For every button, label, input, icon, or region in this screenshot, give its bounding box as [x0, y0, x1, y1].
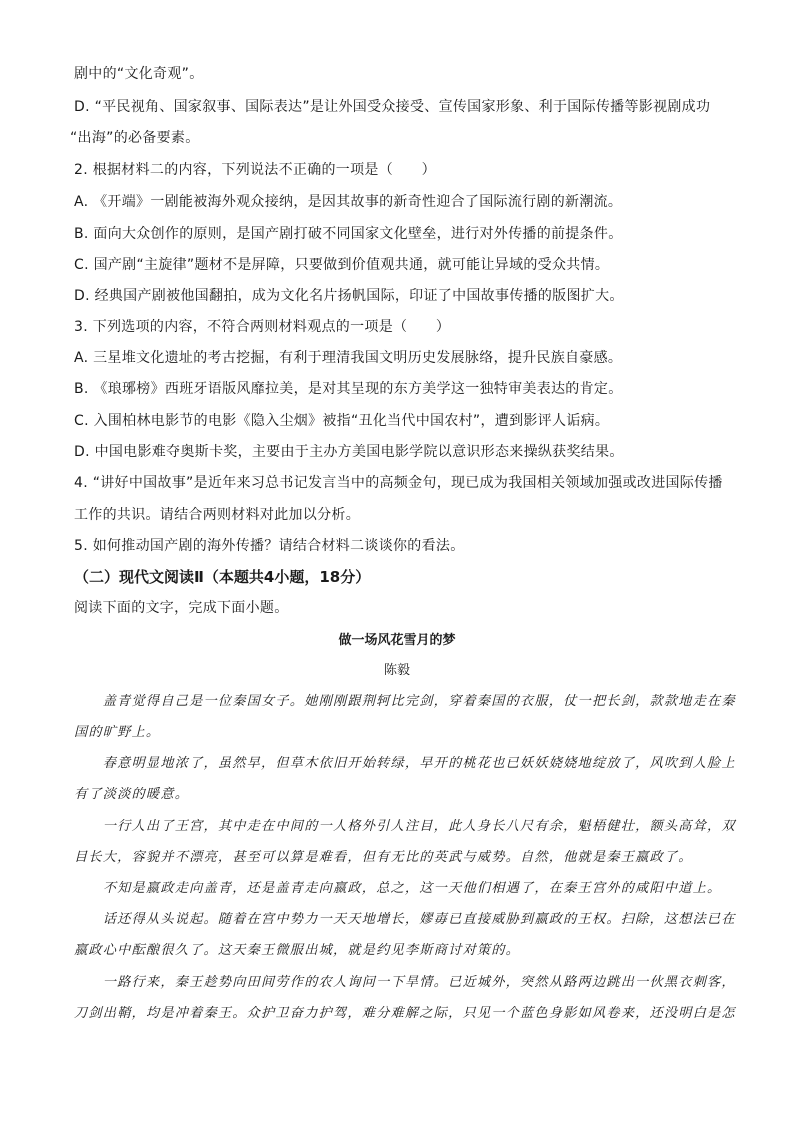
text-line: “出海”的必备要素。	[70, 130, 200, 146]
question-3: 3. 下列选项的内容，不符合两则材料观点的一项是（ ）	[74, 319, 451, 335]
story-line: 一路行来，秦王趁势向田间劳作的农人询问一下旱情。已近城外，突然从路两边跳出一伙黑衣刺客，	[74, 975, 736, 990]
story-line: 刀剑出鞘，均是冲着秦王。众护卫奋力护驾，难分难解之际，只见一个蓝色身影如风卷来，还没明白是怎	[74, 1006, 736, 1021]
question-2: 2. 根据材料二的内容，下列说法不正确的一项是（ ）	[74, 162, 436, 178]
story-line: 有了淡淡的暖意。	[74, 787, 190, 802]
option-c-q2: C. 国产剧“主旋律”题材不是屏障，只要做到价值观共通，就可能让异域的受众共情。	[74, 257, 610, 273]
text-line: 剧中的“文化奇观”。	[74, 66, 204, 82]
story-title: 做一场风花雪月的梦	[338, 633, 456, 648]
option-b-q3: B. 《琅琊榜》西班牙语版风靡拉美，是对其呈现的东方美学这一独特审美表达的肯定。	[74, 381, 623, 397]
story-line: 春意明显地浓了，虽然早，但草木依旧开始转绿，早开的桃花也已妖妖娆娆地绽放了，风吹到人脸上	[74, 756, 736, 771]
instruction: 阅读下面的文字，完成下面小题。	[74, 600, 289, 616]
option-d-q2: D. 经典国产剧被他国翻拍，成为文化名片扬帆国际，印证了中国故事传播的版图扩大。	[74, 288, 624, 304]
option-b-q2: B. 面向大众创作的原则，是国产剧打破不同国家文化壁垒，进行对外传播的前提条件。	[74, 226, 623, 242]
story-line: 国的旷野上。	[74, 725, 161, 740]
option-d-q3: D. 中国电影难夺奥斯卡奖，主要由于主办方美国电影学院以意识形态来操纵获奖结果。	[74, 444, 624, 460]
story-line: 话还得从头说起。随着在宫中势力一天天地增长，嫪毐已直接威胁到嬴政的王权。扫除，这想法已在	[74, 912, 736, 927]
story-line: 盖青觉得自己是一位秦国女子。她刚刚跟荆轲比完剑，穿着秦国的衣服，仗一把长剑，款款地走在秦	[74, 694, 736, 709]
option-a-q2: A. 《开端》一剧能被海外观众接纳，是因其故事的新奇性迎合了国际流行剧的新潮流。	[74, 194, 623, 210]
section-heading: （二）现代文阅读Ⅱ（本题共4小题，18分）	[74, 568, 371, 586]
text-line: 工作的共识。请结合两则材料对此加以分析。	[74, 507, 360, 523]
story-line: 嬴政心中酝酿很久了。这天秦王微服出城，就是约见李斯商讨对策的。	[74, 943, 521, 958]
question-5: 5. 如何推动国产剧的海外传播？请结合材料二谈谈你的看法。	[74, 538, 465, 554]
story-line: 目长大，容貌并不漂亮，甚至可以算是难看，但有无比的英武与威势。自然，他就是秦王嬴政了。	[74, 850, 693, 865]
option-a-q3: A. 三星堆文化遗址的考古挖掘，有利于理清我国文明历史发展脉络，提升民族自豪感。	[74, 350, 623, 366]
story-line: 不知是嬴政走向盖青，还是盖青走向嬴政，总之，这一天他们相遇了，在秦王宫外的咸阳中道上。	[74, 881, 722, 896]
option-d-q1: D. “平民视角、国家叙事、国际表达”是让外国受众接受、宣传国家形象、利于国际传播等影视剧成功	[74, 99, 711, 115]
story-author: 陈毅	[383, 663, 410, 678]
question-4: 4. “讲好中国故事”是近年来习总书记发言当中的高频金句，现已成为我国相关领域加强或改进国际传播	[74, 475, 723, 491]
option-c-q3: C. 入围柏林电影节的电影《隐入尘烟》被指“丑化当代中国农村”，遭到影评人诟病。	[74, 413, 610, 429]
story-line: 一行人出了王宫，其中走在中间的一人格外引人注目，此人身长八尺有余，魁梧健壮，额头高耸，双	[74, 819, 736, 834]
